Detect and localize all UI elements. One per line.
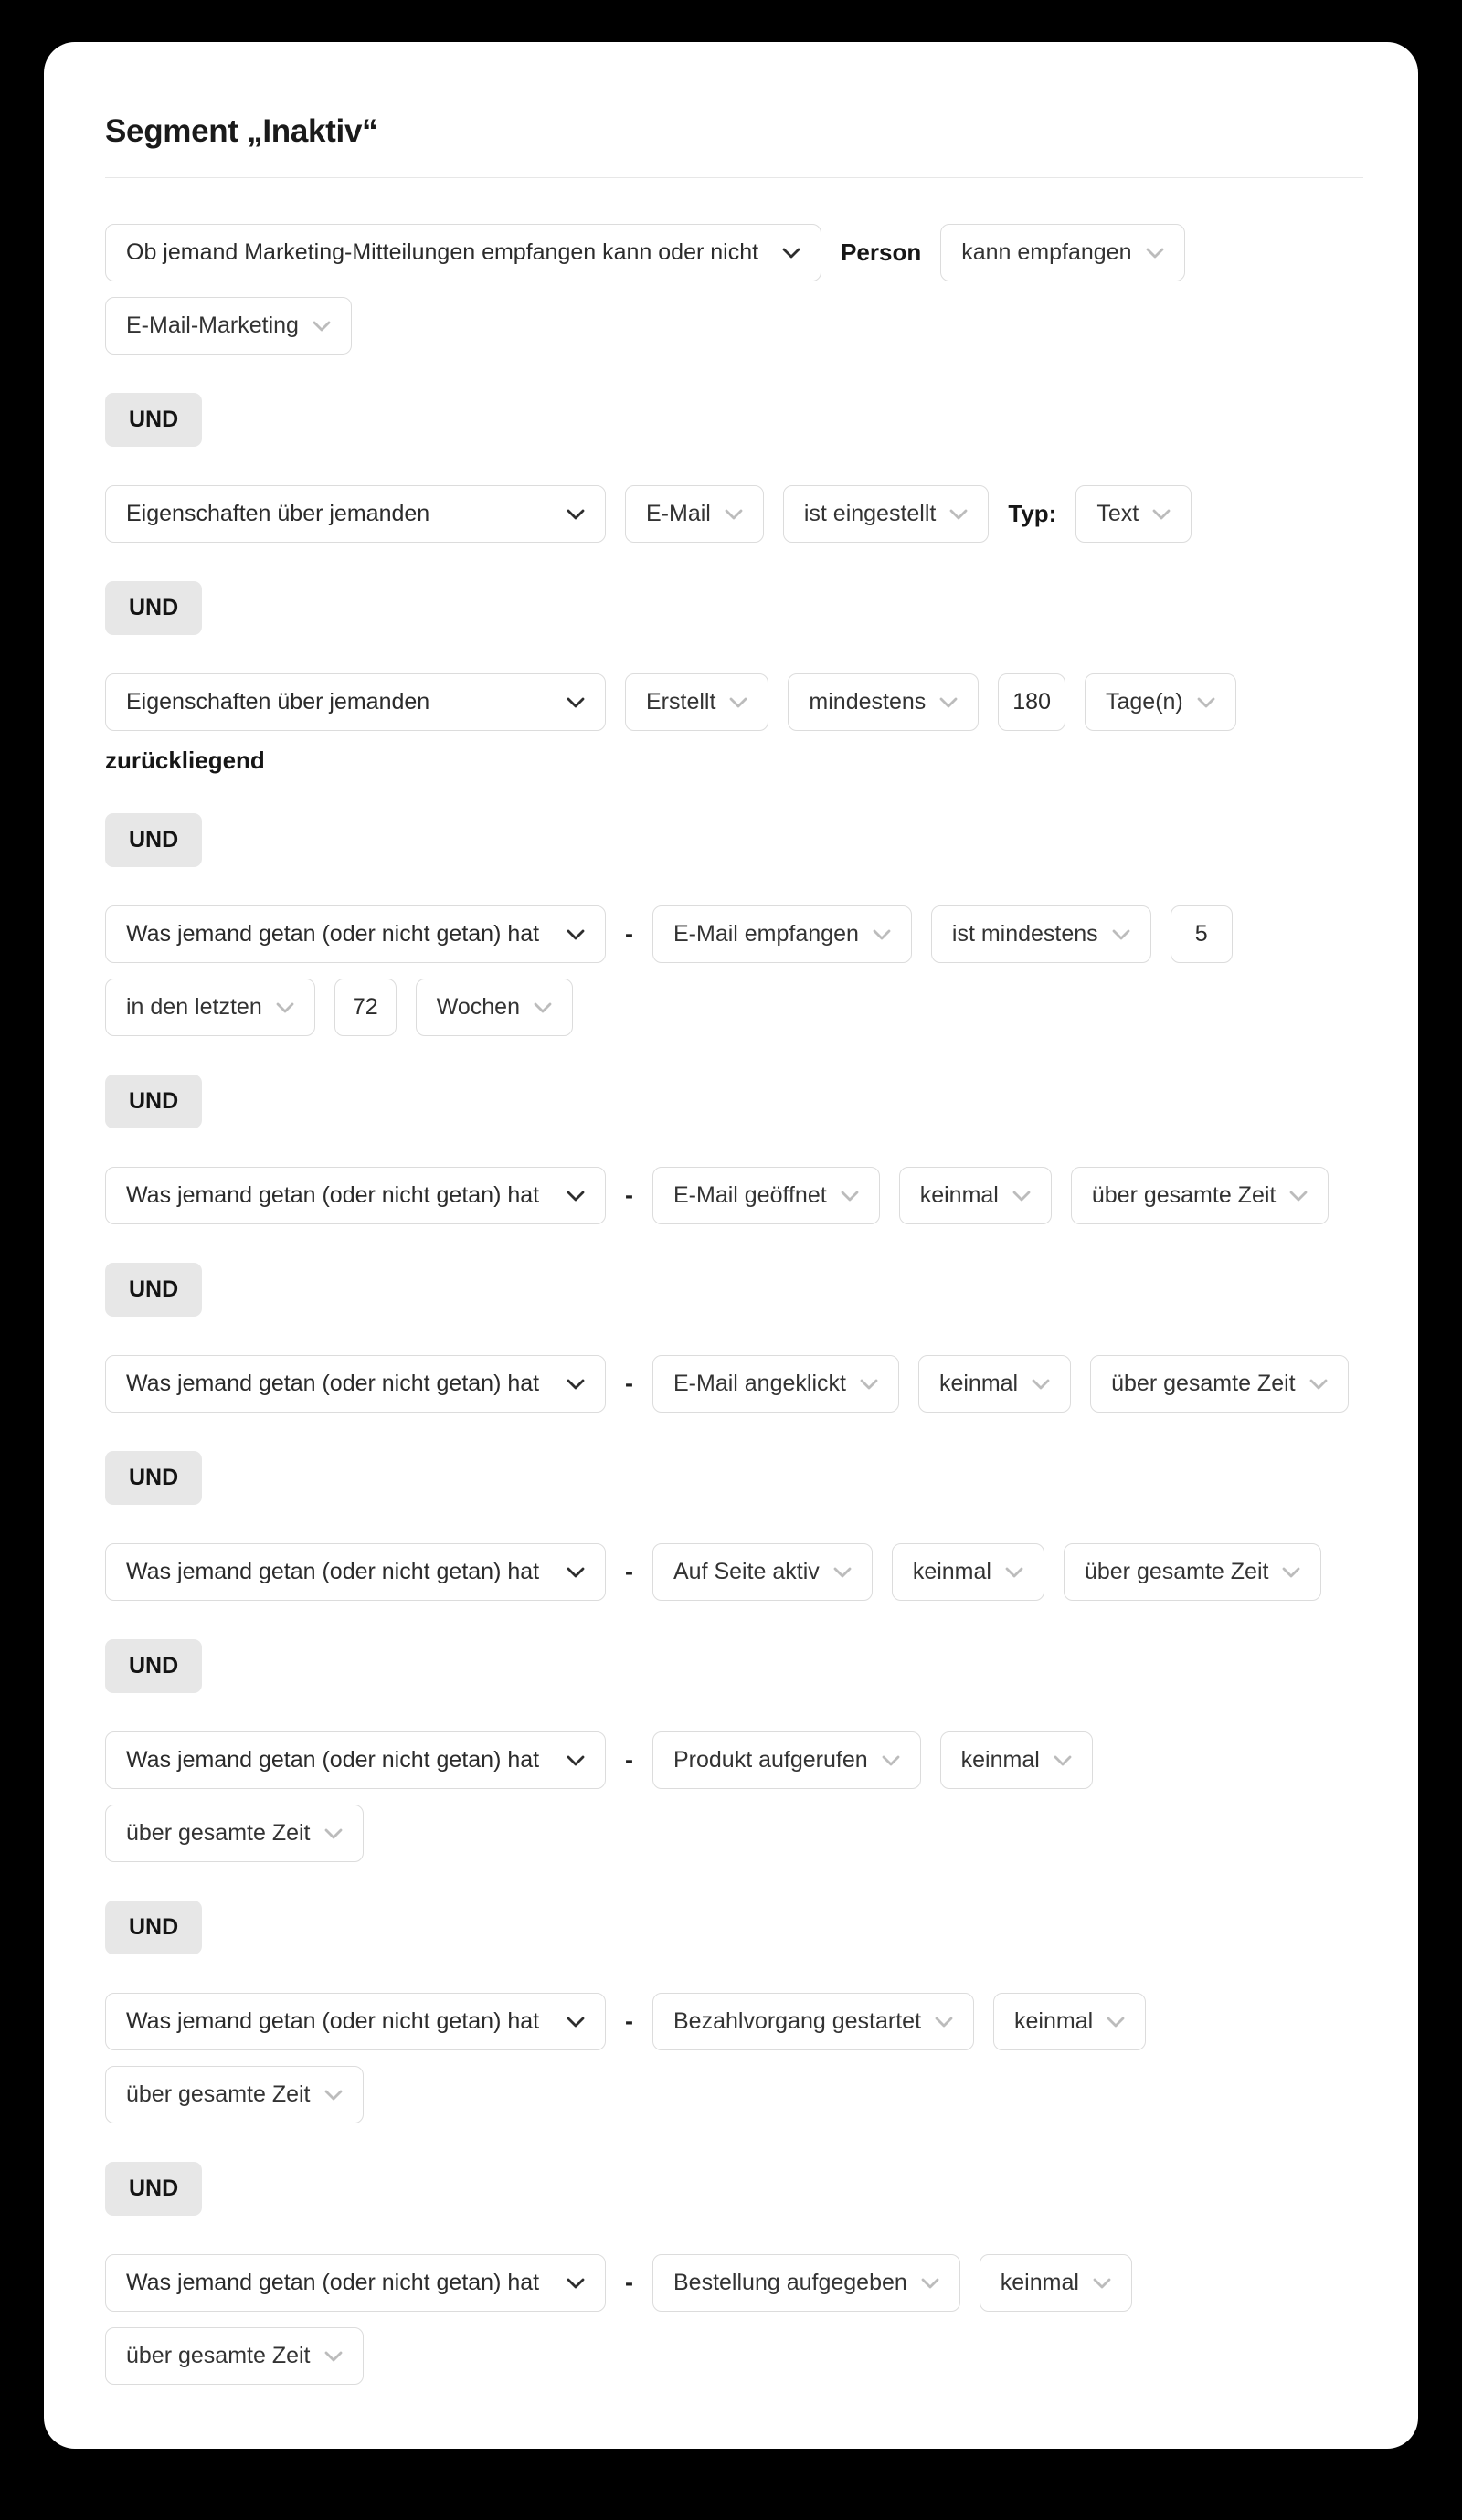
marketing-channel-select-label: E-Mail-Marketing [126,312,299,338]
type-label: Typ: [1008,500,1057,527]
dash-separator: - [625,1558,633,1585]
metric-select[interactable] [652,1355,899,1413]
chevron-down-icon [567,1379,585,1390]
criteria-select-label: Ob jemand Marketing-Mitteilungen empfangen kann oder nicht [126,239,759,265]
criteria-select-label: Was jemand getan (oder nicht getan) hat [126,2008,540,2034]
consent-status-select-label: kann empfangen [961,239,1132,265]
condition-line [105,1805,364,1862]
condition-line [105,905,1233,963]
chevron-down-icon [567,2017,585,2028]
criteria-select[interactable] [105,1543,606,1601]
criteria-select[interactable] [105,905,606,963]
chevron-down-icon [567,697,585,708]
timeframe-select[interactable] [1064,1543,1322,1601]
timeframe-select[interactable] [105,2327,364,2385]
chevron-down-icon [1107,2017,1125,2028]
segment-conditions [105,224,1363,2385]
frequency-select-label: keinmal [960,1747,1040,1773]
timeframe-unit-select-label: Wochen [436,994,520,1020]
chevron-down-icon [873,929,891,940]
timeframe-select-label: über gesamte Zeit [1091,1182,1277,1208]
condition-line [105,1731,1093,1789]
chevron-down-icon [1032,1379,1050,1390]
segment-card [44,42,1418,2449]
timeframe-value-input[interactable]: 72 [334,979,397,1036]
dash-separator: - [625,1746,633,1774]
chevron-down-icon [1093,2278,1111,2289]
and-connector-button[interactable]: UND [105,1451,202,1505]
frequency-select-label: keinmal [1014,2008,1094,2034]
metric-select[interactable] [652,1543,873,1601]
condition-line [105,1167,1329,1224]
timeframe-select[interactable] [1071,1167,1330,1224]
and-connector-button[interactable]: UND [105,1901,202,1954]
metric-select[interactable] [652,1731,921,1789]
days-input[interactable]: 180 [998,673,1065,731]
condition-block [105,1355,1349,1413]
condition-line [105,979,573,1036]
timeframe-select-label: über gesamte Zeit [1111,1371,1296,1396]
condition-line [105,1993,1146,2050]
criteria-select[interactable] [105,1355,606,1413]
operator-select[interactable] [931,905,1151,963]
and-connector-button[interactable]: UND [105,581,202,635]
condition-line [105,673,1236,731]
property-select-label: Erstellt [646,689,716,715]
and-connector-button[interactable]: UND [105,813,202,867]
chevron-down-icon [567,2278,585,2289]
dash-separator: - [625,1181,633,1209]
frequency-select-label: keinmal [938,1371,1019,1396]
frequency-select[interactable] [892,1543,1044,1601]
chevron-down-icon [567,1755,585,1766]
condition-block [105,1731,1093,1862]
timeframe-select[interactable] [1090,1355,1349,1413]
operator-select-label: mindestens [809,689,927,715]
condition-block [105,673,1236,775]
chevron-down-icon [833,1567,852,1578]
chevron-down-icon [782,248,800,259]
chevron-down-icon [1282,1567,1300,1578]
chevron-down-icon [841,1191,859,1202]
and-connector-button[interactable]: UND [105,393,202,447]
chevron-down-icon [324,2090,343,2101]
condition-line [105,1543,1321,1601]
condition-line [105,2066,364,2123]
metric-select-label: Bezahlvorgang gestartet [673,2008,922,2034]
dash-separator: - [625,920,633,948]
chevron-down-icon [1197,697,1215,708]
frequency-select[interactable] [993,1993,1146,2050]
chevron-down-icon [860,1379,878,1390]
metric-select[interactable] [652,1993,974,2050]
condition-line [105,746,265,775]
criteria-select-label: Was jemand getan (oder nicht getan) hat [126,1559,540,1584]
chevron-down-icon [313,321,331,332]
property-select[interactable] [625,673,768,731]
criteria-select-label: Was jemand getan (oder nicht getan) hat [126,1747,540,1773]
metric-select-label: Bestellung aufgegeben [673,2270,907,2295]
frequency-select[interactable] [918,1355,1071,1413]
condition-line [105,297,352,355]
frequency-select-label: keinmal [912,1559,991,1584]
timeframe-select-label: über gesamte Zeit [1084,1559,1269,1584]
criteria-select[interactable] [105,673,606,731]
dash-separator: - [625,1370,633,1397]
frequency-select[interactable] [899,1167,1052,1224]
condition-line [105,224,1185,281]
ago-label: zurückliegend [105,746,265,774]
condition-block [105,1167,1329,1224]
metric-select-label: Auf Seite aktiv [673,1559,820,1584]
unit-select-label: Tage(n) [1105,689,1183,715]
and-connector-button[interactable]: UND [105,1075,202,1128]
frequency-select-label: keinmal [1000,2270,1079,2295]
operator-select[interactable] [783,485,990,543]
condition-block [105,485,1192,543]
chevron-down-icon [729,697,747,708]
chevron-down-icon [935,2017,953,2028]
chevron-down-icon [567,1567,585,1578]
and-connector-button[interactable]: UND [105,2162,202,2216]
chevron-down-icon [921,2278,939,2289]
chevron-down-icon [1112,929,1130,940]
chevron-down-icon [567,1191,585,1202]
timeframe-select-label: in den letzten [126,994,262,1020]
metric-select[interactable] [652,1167,880,1224]
property-select[interactable] [625,485,764,543]
criteria-select-label: Eigenschaften über jemanden [126,501,430,526]
chevron-down-icon [1309,1379,1328,1390]
criteria-select-label: Was jemand getan (oder nicht getan) hat [126,921,540,947]
criteria-select-label: Was jemand getan (oder nicht getan) hat [126,1182,540,1208]
consent-status-select[interactable] [940,224,1184,281]
operator-select[interactable] [788,673,979,731]
condition-line [105,485,1192,543]
condition-block [105,224,1185,355]
chevron-down-icon [567,929,585,940]
condition-block [105,905,1233,1036]
metric-select-label: E-Mail empfangen [673,921,859,947]
type-select-label: Text [1096,501,1139,526]
chevron-down-icon [567,509,585,520]
criteria-select-label: Was jemand getan (oder nicht getan) hat [126,1371,540,1396]
condition-line [105,1355,1349,1413]
type-select[interactable] [1075,485,1192,543]
chevron-down-icon [949,509,968,520]
person-label: Person [841,238,922,266]
criteria-select[interactable] [105,1167,606,1224]
chevron-down-icon [939,697,958,708]
criteria-select[interactable] [105,1993,606,2050]
timeframe-select[interactable] [105,2066,364,2123]
condition-block [105,1543,1321,1601]
timeframe-select[interactable] [105,1805,364,1862]
timeframe-select-label: über gesamte Zeit [126,2343,311,2368]
timeframe-select[interactable] [105,979,315,1036]
frequency-select[interactable] [940,1731,1093,1789]
property-select-label: E-Mail [646,501,711,526]
unit-select[interactable] [1085,673,1236,731]
chevron-down-icon [324,1828,343,1839]
operator-select-label: ist eingestellt [803,501,937,526]
metric-select-label: E-Mail angeklickt [673,1371,846,1396]
marketing-channel-select[interactable] [105,297,352,355]
chevron-down-icon [1146,248,1164,259]
dash-separator: - [625,2007,633,2035]
timeframe-unit-select[interactable] [416,979,573,1036]
and-connector-button[interactable]: UND [105,1263,202,1317]
criteria-select-label: Eigenschaften über jemanden [126,689,430,715]
condition-block [105,2254,1132,2385]
criteria-select[interactable] [105,1731,606,1789]
metric-select-label: Produkt aufgerufen [673,1747,868,1773]
page-title: Segment „Inaktiv“ [105,99,1363,178]
frequency-select-label: keinmal [919,1182,999,1208]
chevron-down-icon [1005,1567,1023,1578]
operator-select-label: ist mindestens [951,921,1098,947]
chevron-down-icon [324,2351,343,2362]
chevron-down-icon [1289,1191,1308,1202]
frequency-select[interactable] [980,2254,1132,2312]
metric-select[interactable] [652,905,912,963]
chevron-down-icon [1012,1191,1031,1202]
chevron-down-icon [1152,509,1171,520]
count-input[interactable]: 5 [1171,905,1233,963]
chevron-down-icon [882,1755,900,1766]
criteria-select[interactable] [105,485,606,543]
criteria-select-label: Was jemand getan (oder nicht getan) hat [126,2270,540,2295]
timeframe-select-label: über gesamte Zeit [126,1820,311,1846]
chevron-down-icon [276,1002,294,1013]
timeframe-select-label: über gesamte Zeit [126,2081,311,2107]
chevron-down-icon [1054,1755,1072,1766]
and-connector-button[interactable]: UND [105,1639,202,1693]
condition-line [105,2327,364,2385]
chevron-down-icon [725,509,743,520]
criteria-select[interactable] [105,224,821,281]
condition-line [105,2254,1132,2312]
criteria-select[interactable] [105,2254,606,2312]
metric-select[interactable] [652,2254,960,2312]
chevron-down-icon [534,1002,552,1013]
dash-separator: - [625,2269,633,2296]
condition-block [105,1993,1146,2123]
metric-select-label: E-Mail geöffnet [673,1182,827,1208]
